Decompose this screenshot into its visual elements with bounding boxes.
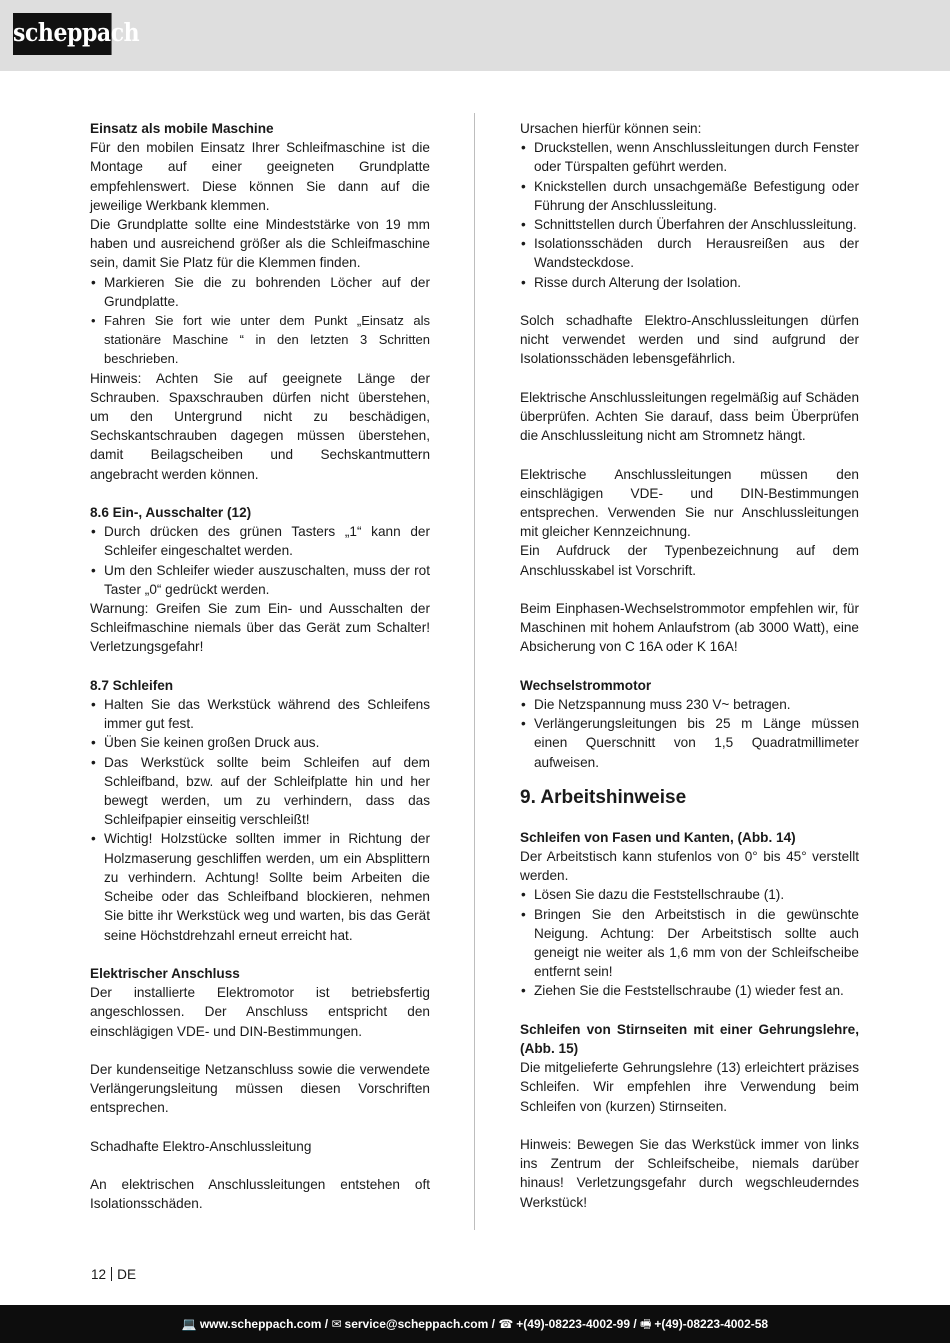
electric-paragraph: Der kundenseitige Netzanschluss sowie die verwendete Verlängerungsleitung müssen diesen Vorschriften entsprechen. — [90, 1061, 430, 1116]
page-number — [91, 1265, 136, 1284]
page-number-value: 12 — [91, 1267, 107, 1282]
computer-icon: 💻 — [181, 1317, 197, 1331]
causes-list — [520, 138, 859, 292]
mail-icon: ✉ — [331, 1317, 342, 1331]
scheppach-logo: scheppach — [13, 13, 112, 55]
electric-paragraph: Der installierte Elektromotor ist betriebsfertig angeschlossen. Der Anschluss entspricht den einschlägigen VDE- und DIN-Bestimmungen. — [90, 985, 430, 1039]
mitre-paragraph: Die mitgelieferte Gehrungslehre (13) erleichtert präzises Schleifen. Wir empfehlen ihre Verwendung beim Schleifen von (kurzen) Stirnseiten. — [520, 1060, 859, 1114]
page-number-divider — [111, 1267, 112, 1281]
ac-motor-heading: Wechselstrommotor — [520, 677, 652, 693]
vde-paragraph: Elektrische Anschlussleitungen müssen den einschlägigen VDE- und DIN-Bestimmungen entsprechen. Verwenden Sie nur Anschlussleitungen mit gleicher Kennzeichnung. — [520, 466, 859, 540]
mitre-note: Hinweis: Bewegen Sie das Werkstück immer von links ins Zentrum der Schleifscheibe, niemals darüber hinaus! Verletzungsgefahr durch wegschleuderndes Werkstück! — [520, 1137, 859, 1210]
electric-paragraph: An elektrischen Anschlussleitungen entstehen oft Isolationsschäden. — [90, 1177, 430, 1212]
list-item: • Isolationsschäden durch Herausreißen aus der Wandsteckdose. — [520, 234, 859, 272]
bevel-list — [520, 885, 859, 1000]
mitre-heading: Schleifen von Stirnseiten mit einer Gehrungslehre, (Abb. 15) — [520, 1021, 859, 1057]
section-heading: 9. Arbeitshinweise — [520, 786, 687, 808]
mobile-machine-list — [90, 273, 430, 369]
switch-list — [90, 522, 430, 599]
switch-warning: Warnung: Greifen Sie zum Ein- und Ausschalten der Schleifmaschine niemals über das Gerät zum Schalter! Verletzungsgefahr! — [90, 601, 430, 655]
mobile-machine-paragraph: Für den mobilen Einsatz Ihrer Schleifmaschine ist die Montage auf einer geeigneten Grundplatte empfehlenswert. Diese können Sie dann auf die jeweilige Werkbank klemmen. — [90, 140, 430, 213]
website-link[interactable]: www.scheppach.com — [199, 1317, 322, 1331]
base-plate-paragraph: Die Grundplatte sollte eine Mindeststärke von 19 mm haben und ausreichend größer als die Schleifmaschine sein, damit Sie Platz für die Klemmen finden. — [90, 217, 430, 271]
ac-motor-list — [520, 695, 859, 772]
footer-contact-bar — [0, 1305, 950, 1343]
check-cable-paragraph: Elektrische Anschlussleitungen regelmäßig auf Schäden überprüfen. Achten Sie darauf, dass beim Überprüfen die Anschlussleitung nicht am Stromnetz hängt. — [520, 389, 859, 444]
electric-connection-heading: Elektrischer Anschluss — [90, 965, 240, 981]
bevel-heading: Schleifen von Fasen und Kanten, (Abb. 14) — [520, 829, 796, 845]
column-divider — [474, 113, 475, 1230]
separator: / — [630, 1317, 641, 1331]
type-print-paragraph: Ein Aufdruck der Typenbezeichnung auf dem Anschlusskabel ist Vorschrift. — [520, 543, 859, 578]
separator: / — [321, 1317, 332, 1331]
screw-note-paragraph: Hinweis: Achten Sie auf geeignete Länge der Schrauben. Spaxschrauben dürfen nicht überstehen, um den Untergrund nicht zu beschädigen, Sechskantschrauben dagegen müssen überstehen, damit Beilagscheiben und Sechskantmuttern angebracht werden können. — [90, 370, 430, 482]
separator: / — [488, 1317, 499, 1331]
list-item: • Ziehen Sie die Feststellschraube (1) wieder fest an. — [520, 981, 859, 1000]
language-code: DE — [117, 1267, 137, 1282]
list-item: • Knickstellen durch unsachgemäße Befestigung oder Führung der Anschlussleitung. — [520, 177, 859, 215]
causes-intro: Ursachen hierfür können sein: — [520, 121, 702, 136]
list-item: • Wichtig! Holzstücke sollten immer in Richtung der Holzmaserung geschliffen werden, um ein Absplittern zu verhindern. Achtung! Sollte beim Arbeiten die Scheibe oder das Schleifband blockieren, nehmen Sie bitte ihr Werkstück weg und warten, bis das Gerät seine Höchstdrehzahl erneut erreicht hat. — [90, 829, 430, 944]
electric-paragraph: Schadhafte Elektro-Anschlussleitung — [90, 1138, 312, 1154]
list-item: • Um den Schleifer wieder auszuschalten, muss der rot Taster „0“ gedrückt werden. — [90, 561, 430, 599]
list-item: • Üben Sie keinen großen Druck aus. — [90, 733, 430, 752]
grinding-list — [90, 695, 430, 945]
damaged-cable-paragraph: Solch schadhafte Elektro-Anschlussleitungen dürfen nicht verwendet werden und sind aufgrund der Isolationsschäden lebensgefährlich. — [520, 313, 859, 367]
list-item: • Verlängerungsleitungen bis 25 m Länge müssen einen Querschnitt von 1,5 Quadratmillimeter aufweisen. — [520, 714, 859, 772]
grinding-heading: 8.7 Schleifen — [90, 677, 174, 693]
single-phase-paragraph: Beim Einphasen-Wechselstrommotor empfehlen wir, für Maschinen mit hohem Anlaufstrom (ab 3000 Watt), eine Absicherung von C 16A oder K 16A! — [520, 601, 859, 655]
list-item: • Das Werkstück sollte beim Schleifen auf dem Schleifband, bzw. auf der Schleifplatte hin und her bewegt werden, um zu verhindern, dass das Schleifpapier einseitig verschleißt! — [90, 753, 430, 830]
switch-heading: 8.6 Ein-, Ausschalter (12) — [90, 505, 252, 521]
email-link[interactable]: service@scheppach.com — [344, 1317, 489, 1331]
list-item: • Markieren Sie die zu bohrenden Löcher auf der Grundplatte. — [90, 273, 430, 311]
fax-number: +(49)-08223-4002-58 — [654, 1317, 769, 1331]
list-item: • Durch drücken des grünen Tasters „1“ kann der Schleifer eingeschaltet werden. — [90, 522, 430, 560]
right-column — [520, 119, 859, 1212]
phone-number[interactable]: +(49)-08223-4002-99 — [516, 1317, 631, 1331]
list-item: • Die Netzspannung muss 230 V~ betragen. — [520, 695, 859, 714]
fax-icon: 🖷 — [640, 1317, 652, 1331]
list-item: • Bringen Sie den Arbeitstisch in die gewünschte Neigung. Achtung: Der Arbeitstisch sollte auch geneigt nie weiter als 1,6 mm von der Schleifscheibe entfernt sein! — [520, 905, 859, 982]
left-column — [90, 119, 430, 1213]
list-item: • Halten Sie das Werkstück während des Schleifens immer gut fest. — [90, 695, 430, 733]
phone-icon: ☎ — [498, 1317, 514, 1331]
list-item: • Schnittstellen durch Überfahren der Anschlussleitung. — [520, 215, 859, 234]
mobile-machine-heading: Einsatz als mobile Maschine — [90, 121, 274, 136]
bevel-paragraph: Der Arbeitstisch kann stufenlos von 0° bis 45° verstellt werden. — [520, 849, 859, 884]
header-bar — [0, 0, 950, 71]
list-item: • Fahren Sie fort wie unter dem Punkt „Einsatz als stationäre Maschine “ in den letzten 3 Schritten beschrieben. — [90, 311, 430, 369]
list-item: • Druckstellen, wenn Anschlussleitungen durch Fenster oder Türspalten geführt werden. — [520, 138, 859, 176]
list-item: • Lösen Sie dazu die Feststellschraube (1). — [520, 885, 859, 904]
list-item: • Risse durch Alterung der Isolation. — [520, 273, 859, 292]
